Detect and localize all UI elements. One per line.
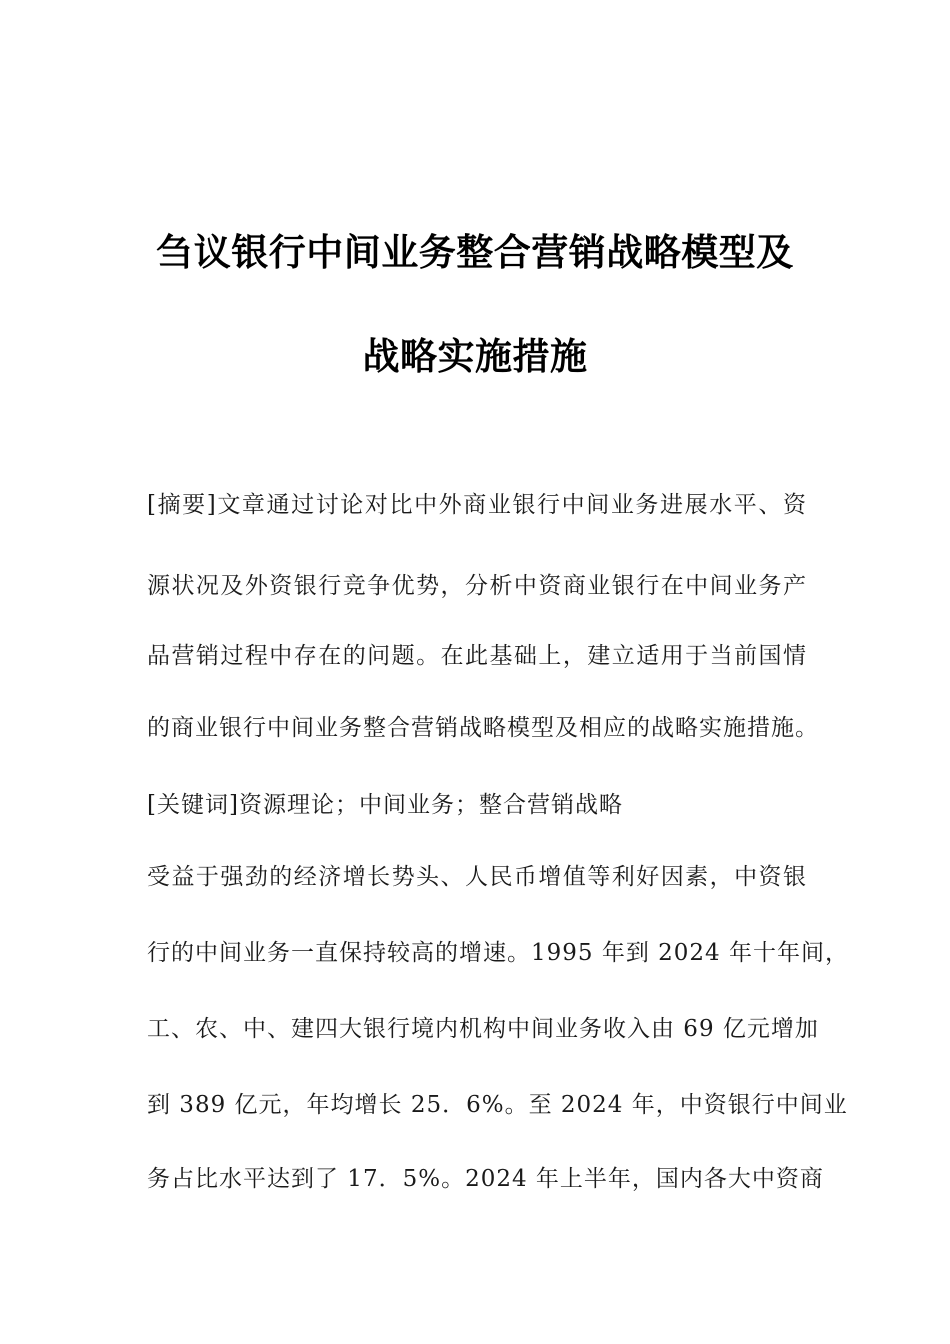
body-line-3: 工、农、中、建四大银行境内机构中间业务收入由 69 亿元增加 (147, 1016, 819, 1042)
body-line-1: 受益于强劲的经济增长势头、人民币增值等利好因素，中资银 (147, 864, 807, 890)
document-title-line-2: 战略实施措施 (362, 335, 588, 378)
abstract-line-3: 品营销过程中存在的问题。在此基础上，建立适用于当前国情 (147, 643, 807, 669)
keywords-line: [关键词]资源理论；中间业务；整合营销战略 (147, 792, 623, 818)
body-line-5: 务占比水平达到了 17．5%。2024 年上半年，国内各大中资商 (147, 1166, 824, 1192)
abstract-line-1: [摘要]文章通过讨论对比中外商业银行中间业务进展水平、资 (147, 492, 807, 518)
body-line-2: 行的中间业务一直保持较高的增速。1995 年到 2024 年十年间， (147, 940, 849, 966)
document-title-line-1: 刍议银行中间业务整合营销战略模型及 (156, 231, 794, 274)
abstract-line-2: 源状况及外资银行竞争优势，分析中资商业银行在中间业务产 (147, 573, 807, 599)
abstract-line-4: 的商业银行中间业务整合营销战略模型及相应的战略实施措施。 (147, 715, 819, 741)
body-line-4: 到 389 亿元，年均增长 25．6%。至 2024 年，中资银行中间业 (147, 1092, 848, 1118)
